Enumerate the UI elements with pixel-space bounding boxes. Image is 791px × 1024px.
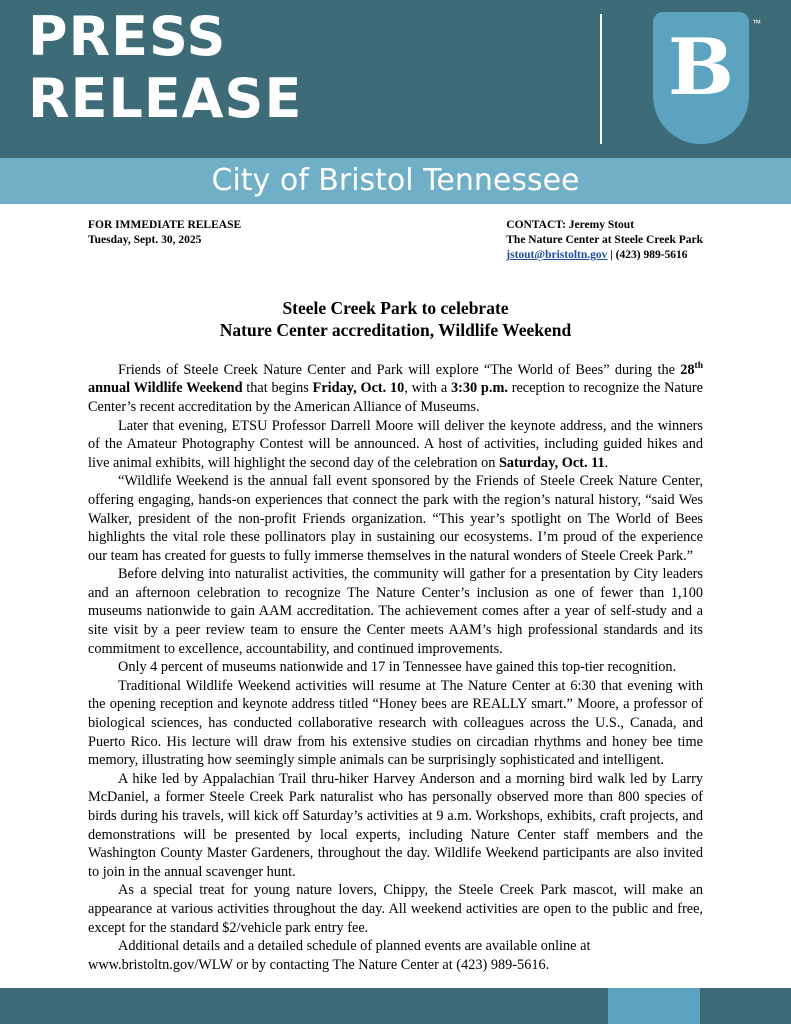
header-vertical-divider [600, 14, 602, 144]
release-body [88, 357, 703, 974]
bristol-logo [653, 12, 761, 144]
title-line-1: PRESS [28, 5, 227, 68]
p1-seg-b: 28 [680, 361, 695, 378]
contact-organization: The Nature Center at Steele Creek Park [506, 234, 703, 246]
release-meta-left [88, 218, 241, 263]
contact-name: CONTACT: Jeremy Stout [506, 219, 635, 231]
footer-segment-left [0, 988, 608, 1024]
logo-letter-b: B [668, 22, 734, 113]
press-release-title [28, 6, 302, 130]
footer-segment-accent [608, 988, 700, 1024]
paragraph-5: Only 4 percent of museums nationwide and 17 in Tennessee have gained this top-tier recognition. [118, 659, 677, 676]
contact-email-link[interactable]: jstout@bristoltn.gov [506, 249, 608, 261]
paragraph-7: A hike led by Appalachian Trail thru-hiker Harvey Anderson and a morning bird walk led by Larry McDaniel, a former Steele Creek Park naturalist who has personally observed more than 800 species of birds during his travels, will kick off Saturday’s activities at 9 a.m. Workshops, exhibits, craft projects, and demonstrations will be presented by local experts, including Nature Center staff members and the Washington County Master Gardeners, throughout the day. Wildlife Weekend participants are also invited to join in the annual scavenger hunt. [88, 770, 703, 880]
document-body [0, 204, 791, 974]
p1-seg-a: Friends of Steele Creek Nature Center and Park will explore “The World of Bees” during the [118, 361, 681, 378]
footer-band [0, 988, 791, 1024]
p1-sup: th [694, 361, 703, 371]
immediate-release-label: FOR IMMEDIATE RELEASE [88, 219, 242, 231]
paragraph-6: Traditional Wildlife Weekend activities will resume at The Nature Center at 6:30 that evening with the opening reception and keynote address titled “Honey bees are REALLY smart.” Moore, a professor of biological sciences, has conducted collaborative research with colleagues across the U.S., Canada, and Puerto Rico. His lecture will draw from his extensive studies on circadian rhythms and honey bee time memory, illustrating how seemingly simple animals can be surprisingly sophisticated and intelligent. [88, 677, 703, 769]
paragraph-2 [88, 417, 703, 473]
paragraph-8: As a special treat for young nature lovers, Chippy, the Steele Creek Park mascot, will make an appearance at various activities throughout the day. All weekend activities are open to the public and free, except for the standard $2/vehicle park entry fee. [88, 882, 703, 936]
paragraph-1 [88, 357, 703, 417]
title-line-2: RELEASE [28, 67, 303, 130]
city-name-text: City of Bristol Tennessee [211, 163, 580, 198]
headline-line-1: Steele Creek Park to celebrate [282, 298, 509, 318]
contact-separator: | [607, 249, 616, 261]
footer-segment-right [700, 988, 791, 1024]
paragraph-10: www.bristoltn.gov/WLW or by contacting The Nature Center at (423) 989-5616. [88, 956, 550, 973]
p2-seg-a: Later that evening, ETSU Professor Darrell Moore will deliver the keynote address, and the winners of the Amateur Photography Contest will be announced. A host of activities, including guided hikes and live animal exhibits, will highlight the second day of the celebration on [88, 417, 703, 471]
p1-seg-g: 3:30 p.m. [450, 380, 508, 397]
trademark-icon: ™ [752, 18, 761, 28]
paragraph-3: “Wildlife Weekend is the annual fall event sponsored by the Friends of Steele Creek Nature Center, offering engaging, hands-on experiences that connect the park with the region’s natural history, “said Wes Walker, president of the non-profit Friends organization. “This year’s spotlight on The World of Bees highlights the vital role these pollinators play in sustaining our ecosystems. I’m proud of the experience our team has created for guests to fully immerse themselves in the natural wonders of Steele Creek Park.” [88, 473, 703, 564]
shield-icon [653, 12, 749, 144]
p1-seg-f: , with a [404, 380, 451, 397]
city-name-band [0, 158, 791, 204]
p2-seg-b: Saturday, Oct. 11 [498, 454, 605, 471]
p1-seg-h: reception to recognize the Nature Center’s recent accreditation by the American Alliance of Museums. [88, 380, 703, 415]
paragraph-9: Additional details and a detailed schedule of planned events are available online at [118, 938, 591, 955]
headline-line-2: Nature Center accreditation, Wildlife Weekend [219, 320, 572, 340]
press-release-header-band [0, 0, 791, 158]
p2-seg-c: . [604, 454, 609, 471]
page-title [88, 297, 703, 341]
p1-seg-e: Friday, Oct. 10 [312, 380, 405, 397]
release-meta-contact [506, 218, 703, 263]
p1-seg-d: that begins [242, 380, 313, 397]
p1-seg-c: annual Wildlife Weekend [88, 380, 243, 397]
contact-line [506, 248, 703, 263]
release-meta [88, 218, 703, 263]
contact-phone: (423) 989-5616 [615, 249, 688, 261]
paragraph-4: Before delving into naturalist activities, the community will gather for a presentation by City leaders and an afternoon celebration to recognize The Nature Center’s inclusion as one of fewer than 1,100 museums nationwide to gain AAM accreditation. The achievement comes after a year of self-study and a site visit by a peer review team to ensure the Center meets AAM’s high professional standards and its commitment to excellence, accountability, and continued improvements. [88, 566, 703, 657]
release-date: Tuesday, Sept. 30, 2025 [88, 234, 202, 246]
